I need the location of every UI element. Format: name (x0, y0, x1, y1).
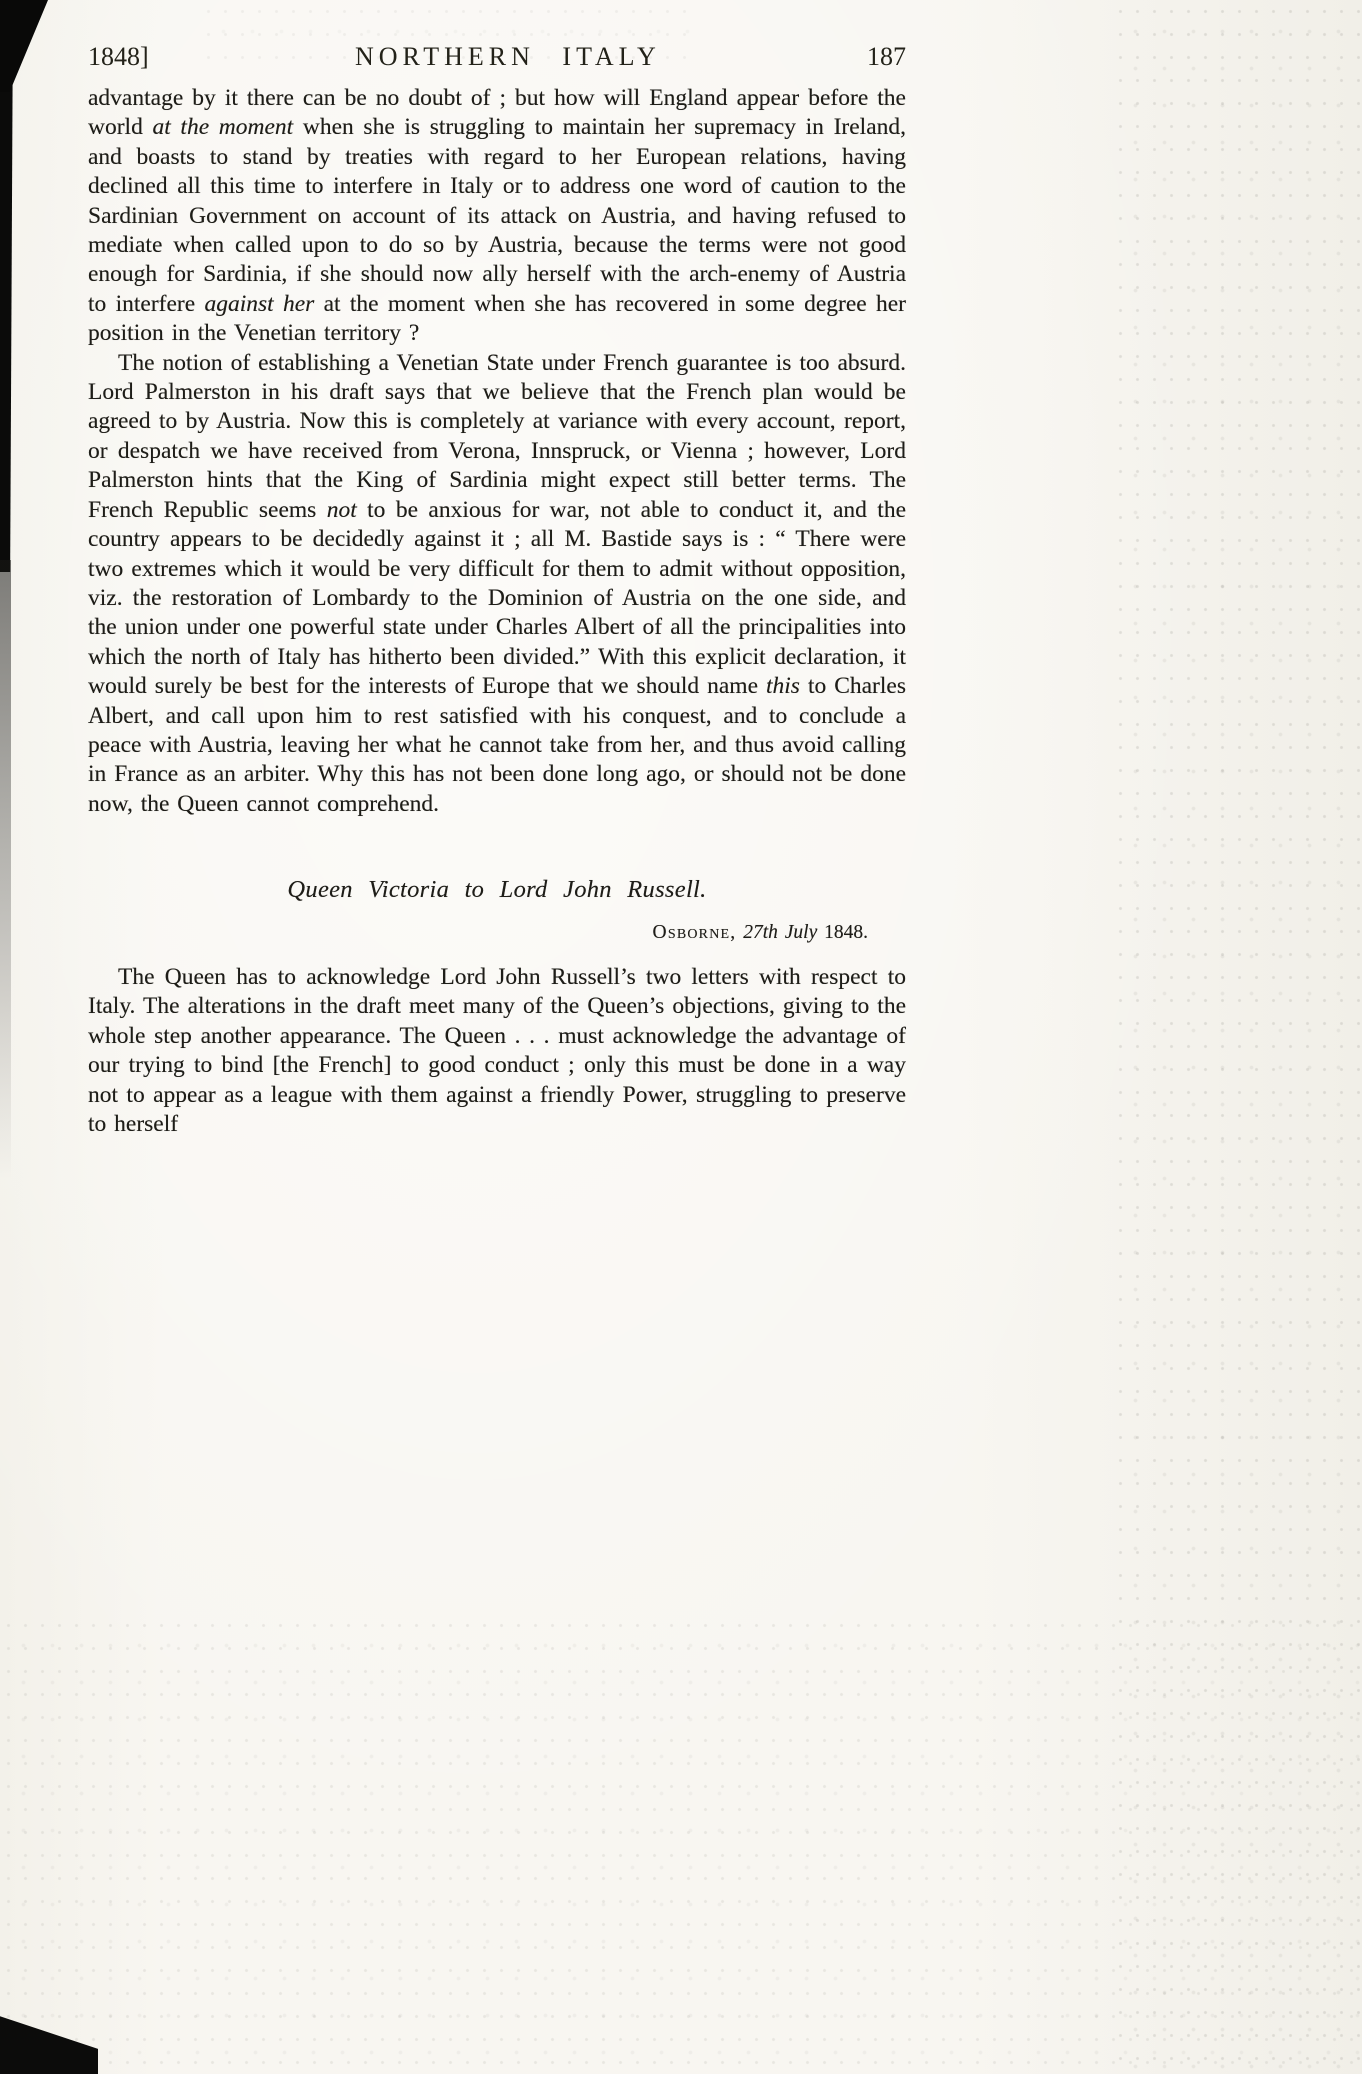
letter-heading: Queen Victoria to Lord John Russell. (287, 876, 707, 904)
smallcaps-run: Osborne, (652, 921, 737, 943)
italic-run: at the moment (152, 114, 294, 141)
scan-artifact-bottom-left (0, 2000, 98, 2074)
italic-run: not (326, 496, 357, 523)
scan-noise-bottom (0, 1614, 1362, 2074)
running-header (88, 42, 906, 72)
text-run: advantage by it there can be no doubt of ; but how will England appear before the world (88, 85, 906, 141)
text-run: at the moment when she has recovered in some degree her position in the Venetian territory ? (88, 290, 907, 347)
text-run: to be anxious for war, not able to conduct it, and the country appears to be decidedly against it ; all M. Bastide says is : “ There were two extremes which it would be very difficult for them to admit without opposition, viz. the restoration of Lombardy to the Dominion of Austria on the one side, and the union under one powerful state under Charles Albert of all the principalities into which the north of Italy has hitherto been divided.” With this explicit declaration, it would surely be best for the interests of Europe that we should name (88, 496, 907, 700)
scan-artifact-top-left (0, 0, 48, 92)
italic-run: 27th July (743, 921, 818, 943)
body-paragraph (88, 963, 906, 1139)
body-paragraph (88, 349, 906, 820)
page-text-block (88, 84, 906, 1139)
binding-shadow-fade (0, 560, 11, 1180)
letter-dateline (88, 918, 906, 947)
italic-run: against her (204, 290, 315, 317)
header-page-number: 187 (866, 42, 906, 71)
text-run: The Queen has to acknowledge Lord John Russell’s two letters with respect to Italy. The alterations in the draft meet many of the Queen’s objections, giving to the whole step another appearance. The Queen . . . must acknowledge the advantage of our trying to bind [the French] to good conduct ; only this must be done in a way not to appear as a league with them against a friendly Power, struggling to preserve to herself (88, 963, 906, 1137)
body-paragraph (88, 84, 906, 349)
text-run: to Charles Albert, and call upon him to rest satisfied with his conquest, and to conclude a peace with Austria, leaving her what he cannot take from her, and thus avoid calling in France as an arbiter. Why this has not been done long ago, or should not be done now, the Queen cannot comprehend. (88, 673, 906, 817)
scan-noise-right (1112, 0, 1362, 2074)
text-run: The notion of establishing a Venetian State under French guarantee is too absurd. Lord Palmerston in his draft says that we believe that the French plan would be agreed to by Austria. Now this is completely at variance with every account, report, or despatch we have received from Verona, Innspruck, or Vienna ; however, Lord Palmerston hints that the King of Sardinia might expect still better terms. The French Republic seems (88, 349, 906, 523)
header-year: 1848] (88, 42, 149, 71)
italic-run: this (766, 673, 800, 700)
text-run: when she is struggling to maintain her supremacy in Ireland, and boasts to stand by treaties with regard to her European relations, having declined all this time to interfere in Italy or to address one word of caution to the Sardinian Government on account of its attack on Austria, and having refused to mediate when called upon to do so by Austria, because the terms were not good enough for Sardinia, if she should now ally herself with the arch-enemy of Austria to interfere (88, 114, 906, 317)
header-chapter-title: NORTHERN ITALY (354, 42, 661, 71)
text-run: 1848. (817, 921, 868, 943)
